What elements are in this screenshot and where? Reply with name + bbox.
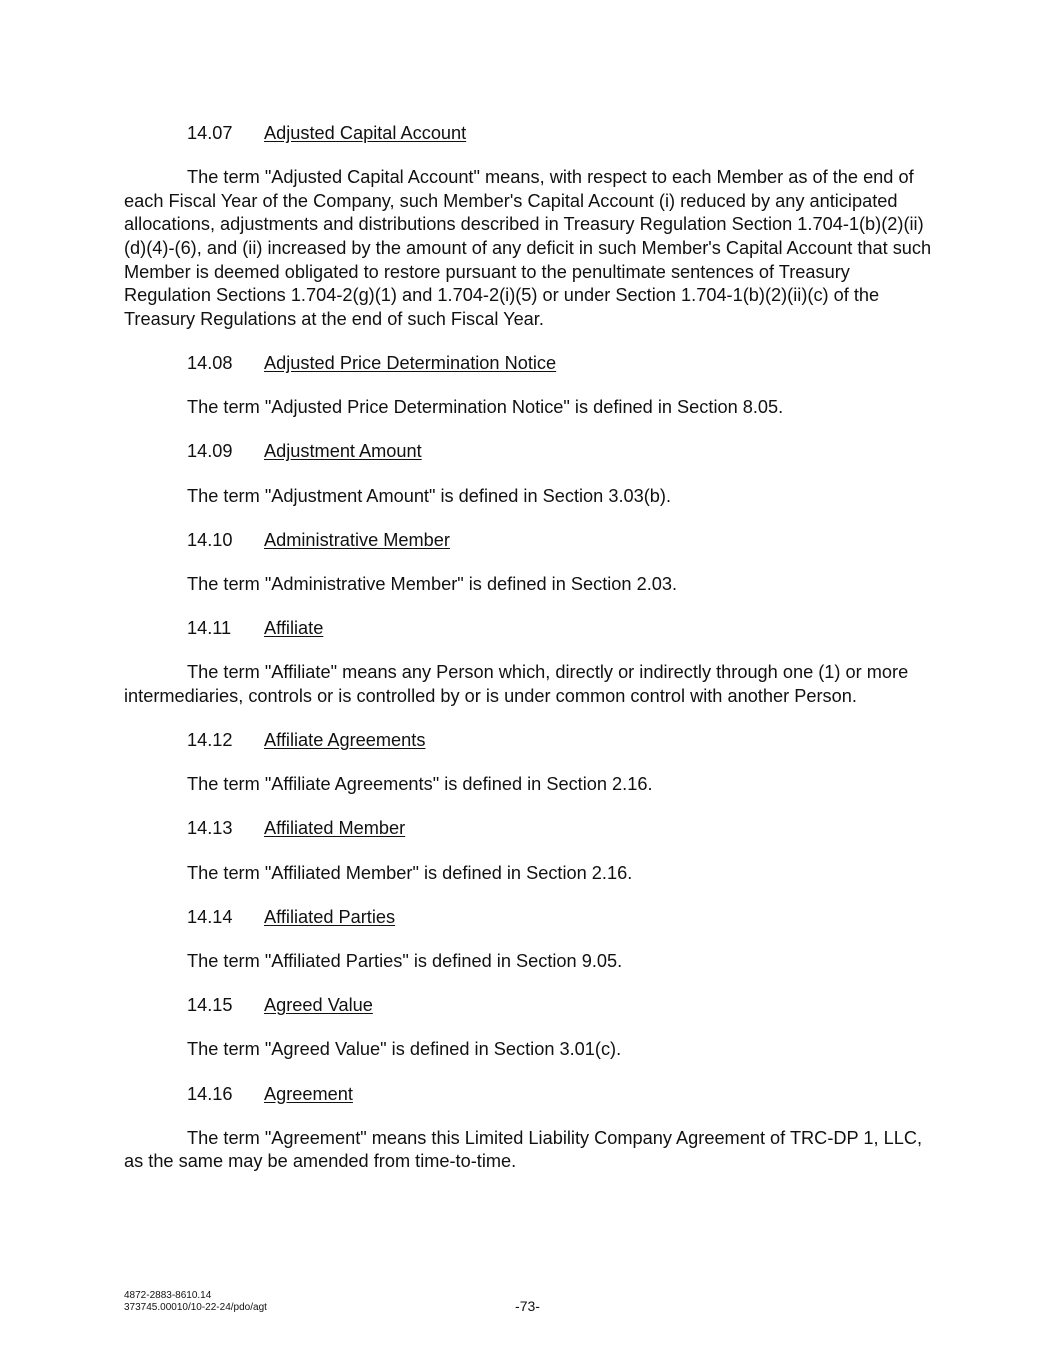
section-body-14-14: The term "Affiliated Parties" is defined in Section 9.05.	[187, 950, 623, 971]
page-number: -73-	[515, 1298, 540, 1314]
section-heading-14-09	[124, 440, 932, 464]
section-heading-14-15	[124, 994, 932, 1018]
section-number: 14.07	[187, 123, 233, 143]
section-title: Adjustment Amount	[264, 441, 422, 462]
section-title: Adjusted Price Determination Notice	[264, 352, 557, 373]
section-heading-14-08	[124, 352, 932, 376]
section-number: 14.14	[187, 906, 233, 927]
footer-doc-id: 4872-2883-8610.14	[124, 1290, 212, 1301]
section-body-14-10: The term "Administrative Member" is defined in Section 2.03.	[187, 573, 678, 594]
section-title: Agreement	[264, 1083, 353, 1104]
document-body	[124, 122, 932, 1195]
section-number: 14.10	[187, 529, 233, 550]
section-body-14-13: The term "Affiliated Member" is defined in Section 2.16.	[187, 862, 633, 883]
section-number: 14.15	[187, 995, 233, 1016]
section-number: 14.12	[187, 730, 233, 751]
section-title: Affiliate Agreements	[264, 730, 426, 751]
section-title: Affiliate	[264, 618, 324, 639]
section-heading-14-14	[124, 906, 932, 930]
footer-matter-ref: 373745.00010/10-22-24/pdo/agt	[124, 1302, 267, 1313]
section-heading-14-16	[124, 1083, 932, 1107]
section-body-14-12: The term "Affiliate Agreements" is defined in Section 2.16.	[187, 774, 653, 795]
section-title: Administrative Member	[264, 529, 450, 550]
section-number: 14.13	[187, 818, 233, 839]
section-title: Affiliated Parties	[264, 906, 396, 927]
section-number: 14.11	[187, 618, 232, 639]
section-number: 14.16	[187, 1083, 233, 1104]
section-heading-14-12	[124, 729, 932, 753]
section-body-14-07: The term "Adjusted Capital Account" means, with respect to each Member as of the end of each Fiscal Year of the Company, such Member's Capital Account (i) reduced by any anticipated allocations, adjustments and distributions described in Treasury Regulation Section 1.704-1(b)(2)(ii)(d)(4)-(6), and (ii) increased by the amount of any deficit in such Member's Capital Account that such Member is deemed obligated to restore pursuant to the penultimate sentences of Treasury Regulation Sections 1.704-2(g)(1) and 1.704-2(i)(5) or under Section 1.704-1(b)(2)(ii)(c) of the Treasury Regulations at the end of such Fiscal Year.	[124, 167, 932, 329]
section-title: Affiliated Member	[264, 818, 406, 839]
section-body-14-15: The term "Agreed Value" is defined in Section 3.01(c).	[187, 1039, 622, 1060]
section-title: Adjusted Capital Account	[264, 123, 467, 143]
section-number: 14.09	[187, 441, 233, 462]
section-heading-14-11	[124, 617, 932, 641]
section-body-14-09: The term "Adjustment Amount" is defined in Section 3.03(b).	[187, 485, 672, 506]
section-heading-14-10	[124, 529, 932, 553]
section-body-14-16: The term "Agreement" means this Limited Liability Company Agreement of TRC-DP 1, LLC, as the same may be amended from time-to-time.	[124, 1127, 923, 1172]
section-title: Agreed Value	[264, 995, 373, 1016]
section-heading-14-13	[124, 817, 932, 841]
section-number: 14.08	[187, 352, 233, 373]
section-heading-14-07	[124, 122, 932, 146]
section-body-14-11: The term "Affiliate" means any Person which, directly or indirectly through one (1) or more intermediaries, controls or is controlled by or is under common control with another Person.	[124, 662, 909, 706]
section-body-14-08: The term "Adjusted Price Determination Notice" is defined in Section 8.05.	[187, 397, 784, 418]
